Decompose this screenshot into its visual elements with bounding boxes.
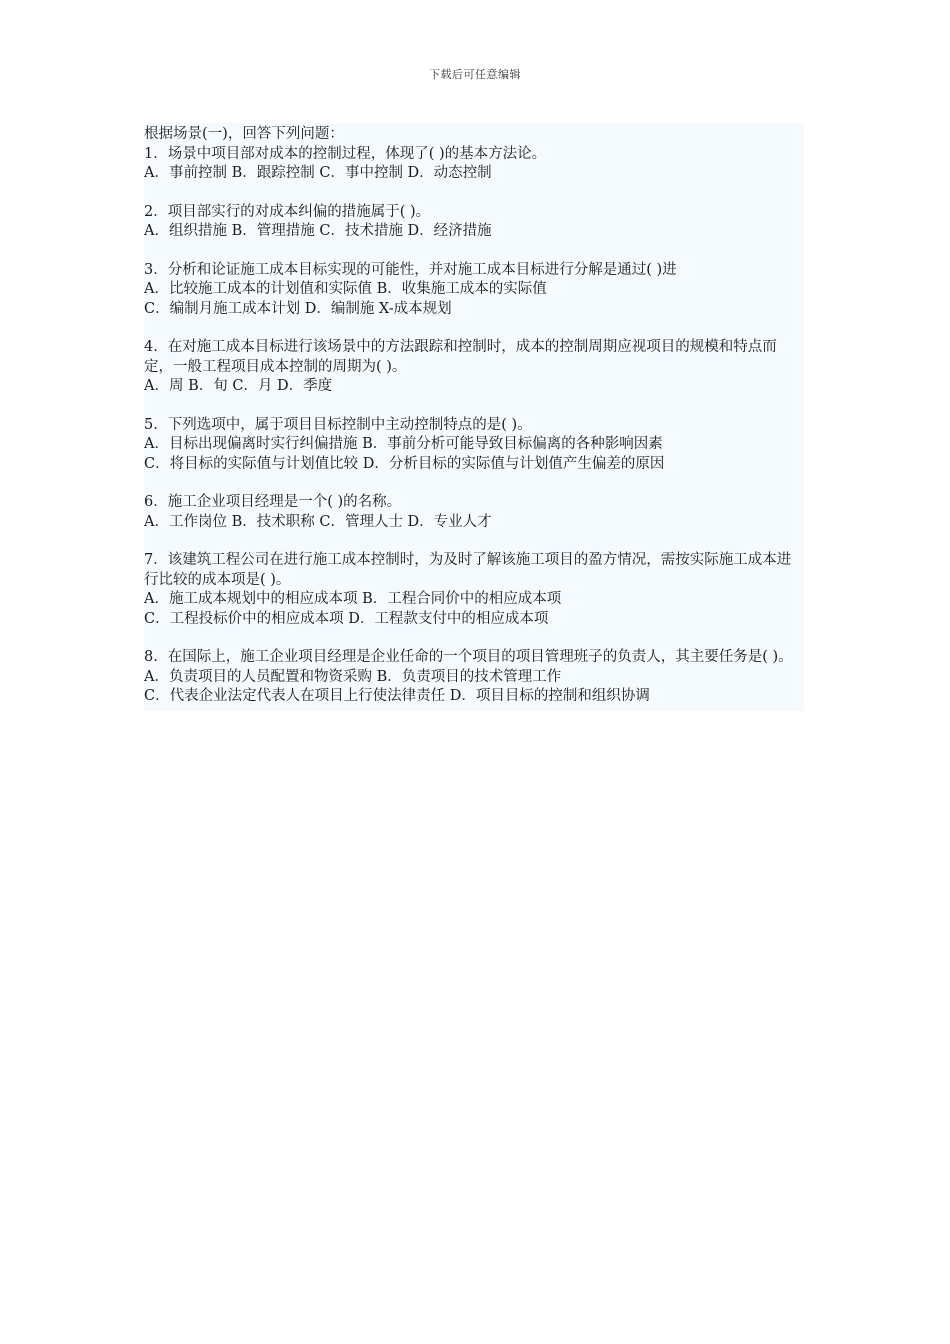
question-options: A．施工成本规划中的相应成本项 B．工程合同价中的相应成本项 <box>144 591 562 607</box>
question-6 <box>144 493 804 532</box>
question-stem: 7．该建筑工程公司在进行施工成本控制时，为及时了解该施工项目的盈方情况，需按实际施工成本进行比较的成本项是( )。 <box>144 552 792 588</box>
question-stem: 5．下列选项中，属于项目目标控制中主动控制特点的是( )。 <box>144 416 532 433</box>
question-stem: 4．在对施工成本目标进行该场景中的方法跟踪和控制时，成本的控制周期应视项目的规模和特点而定，一般工程项目成本控制的周期为( )。 <box>144 339 777 375</box>
question-options: A．目标出现偏离时实行纠偏措施 B．事前分析可能导致目标偏离的各种影响因素 <box>144 436 663 452</box>
question-7 <box>144 551 804 629</box>
question-options: A．工作岗位 B．技术职称 C．管理人士 D．专业人才 <box>144 513 492 530</box>
question-options: C．将目标的实际值与计划值比较 D．分析目标的实际值与计划值产生偏差的原因 <box>144 455 665 472</box>
question-stem: 8．在国际上，施工企业项目经理是企业任命的一个项目的项目管理班子的负责人，其主要任务是( )。 <box>144 649 793 665</box>
scenario-intro: 根据场景(一)，回答下列问题： <box>144 126 344 142</box>
question-5 <box>144 416 804 475</box>
question-4 <box>144 338 804 397</box>
question-options: C．工程投标价中的相应成本项 D．工程款支付中的相应成本项 <box>144 610 549 627</box>
question-options: A．比较施工成本的计划值和实际值 B．收集施工成本的实际值 <box>144 281 547 297</box>
question-3 <box>144 261 804 320</box>
question-options: A．事前控制 B．跟踪控制 C．事中控制 D．动态控制 <box>144 165 492 181</box>
question-stem: 2．项目部实行的对成本纠偏的措施属于( )。 <box>144 203 431 220</box>
question-stem: 3．分析和论证施工成本目标实现的可能性，并对施工成本目标进行分解是通过( )进 <box>144 261 677 278</box>
question-content <box>144 123 804 711</box>
question-options: A．周 B．旬 C．月 D．季度 <box>144 378 333 394</box>
question-options: C．代表企业法定代表人在项目上行使法律责任 D．项目目标的控制和组织协调 <box>144 688 650 704</box>
page-header-note: 下载后可任意编辑 <box>429 68 521 81</box>
question-8 <box>144 648 804 707</box>
question-stem: 6．施工企业项目经理是一个( )的名称。 <box>144 494 402 510</box>
question-1 <box>144 145 804 184</box>
question-options: A．组织措施 B．管理措施 C．技术措施 D．经济措施 <box>144 223 492 239</box>
question-options: C．编制月施工成本计划 D．编制施 X-成本规划 <box>144 300 452 317</box>
question-options: A．负责项目的人员配置和物资采购 B．负责项目的技术管理工作 <box>144 668 562 685</box>
question-stem: 1．场景中项目部对成本的控制过程，体现了( )的基本方法论。 <box>144 145 547 162</box>
question-2 <box>144 203 804 242</box>
